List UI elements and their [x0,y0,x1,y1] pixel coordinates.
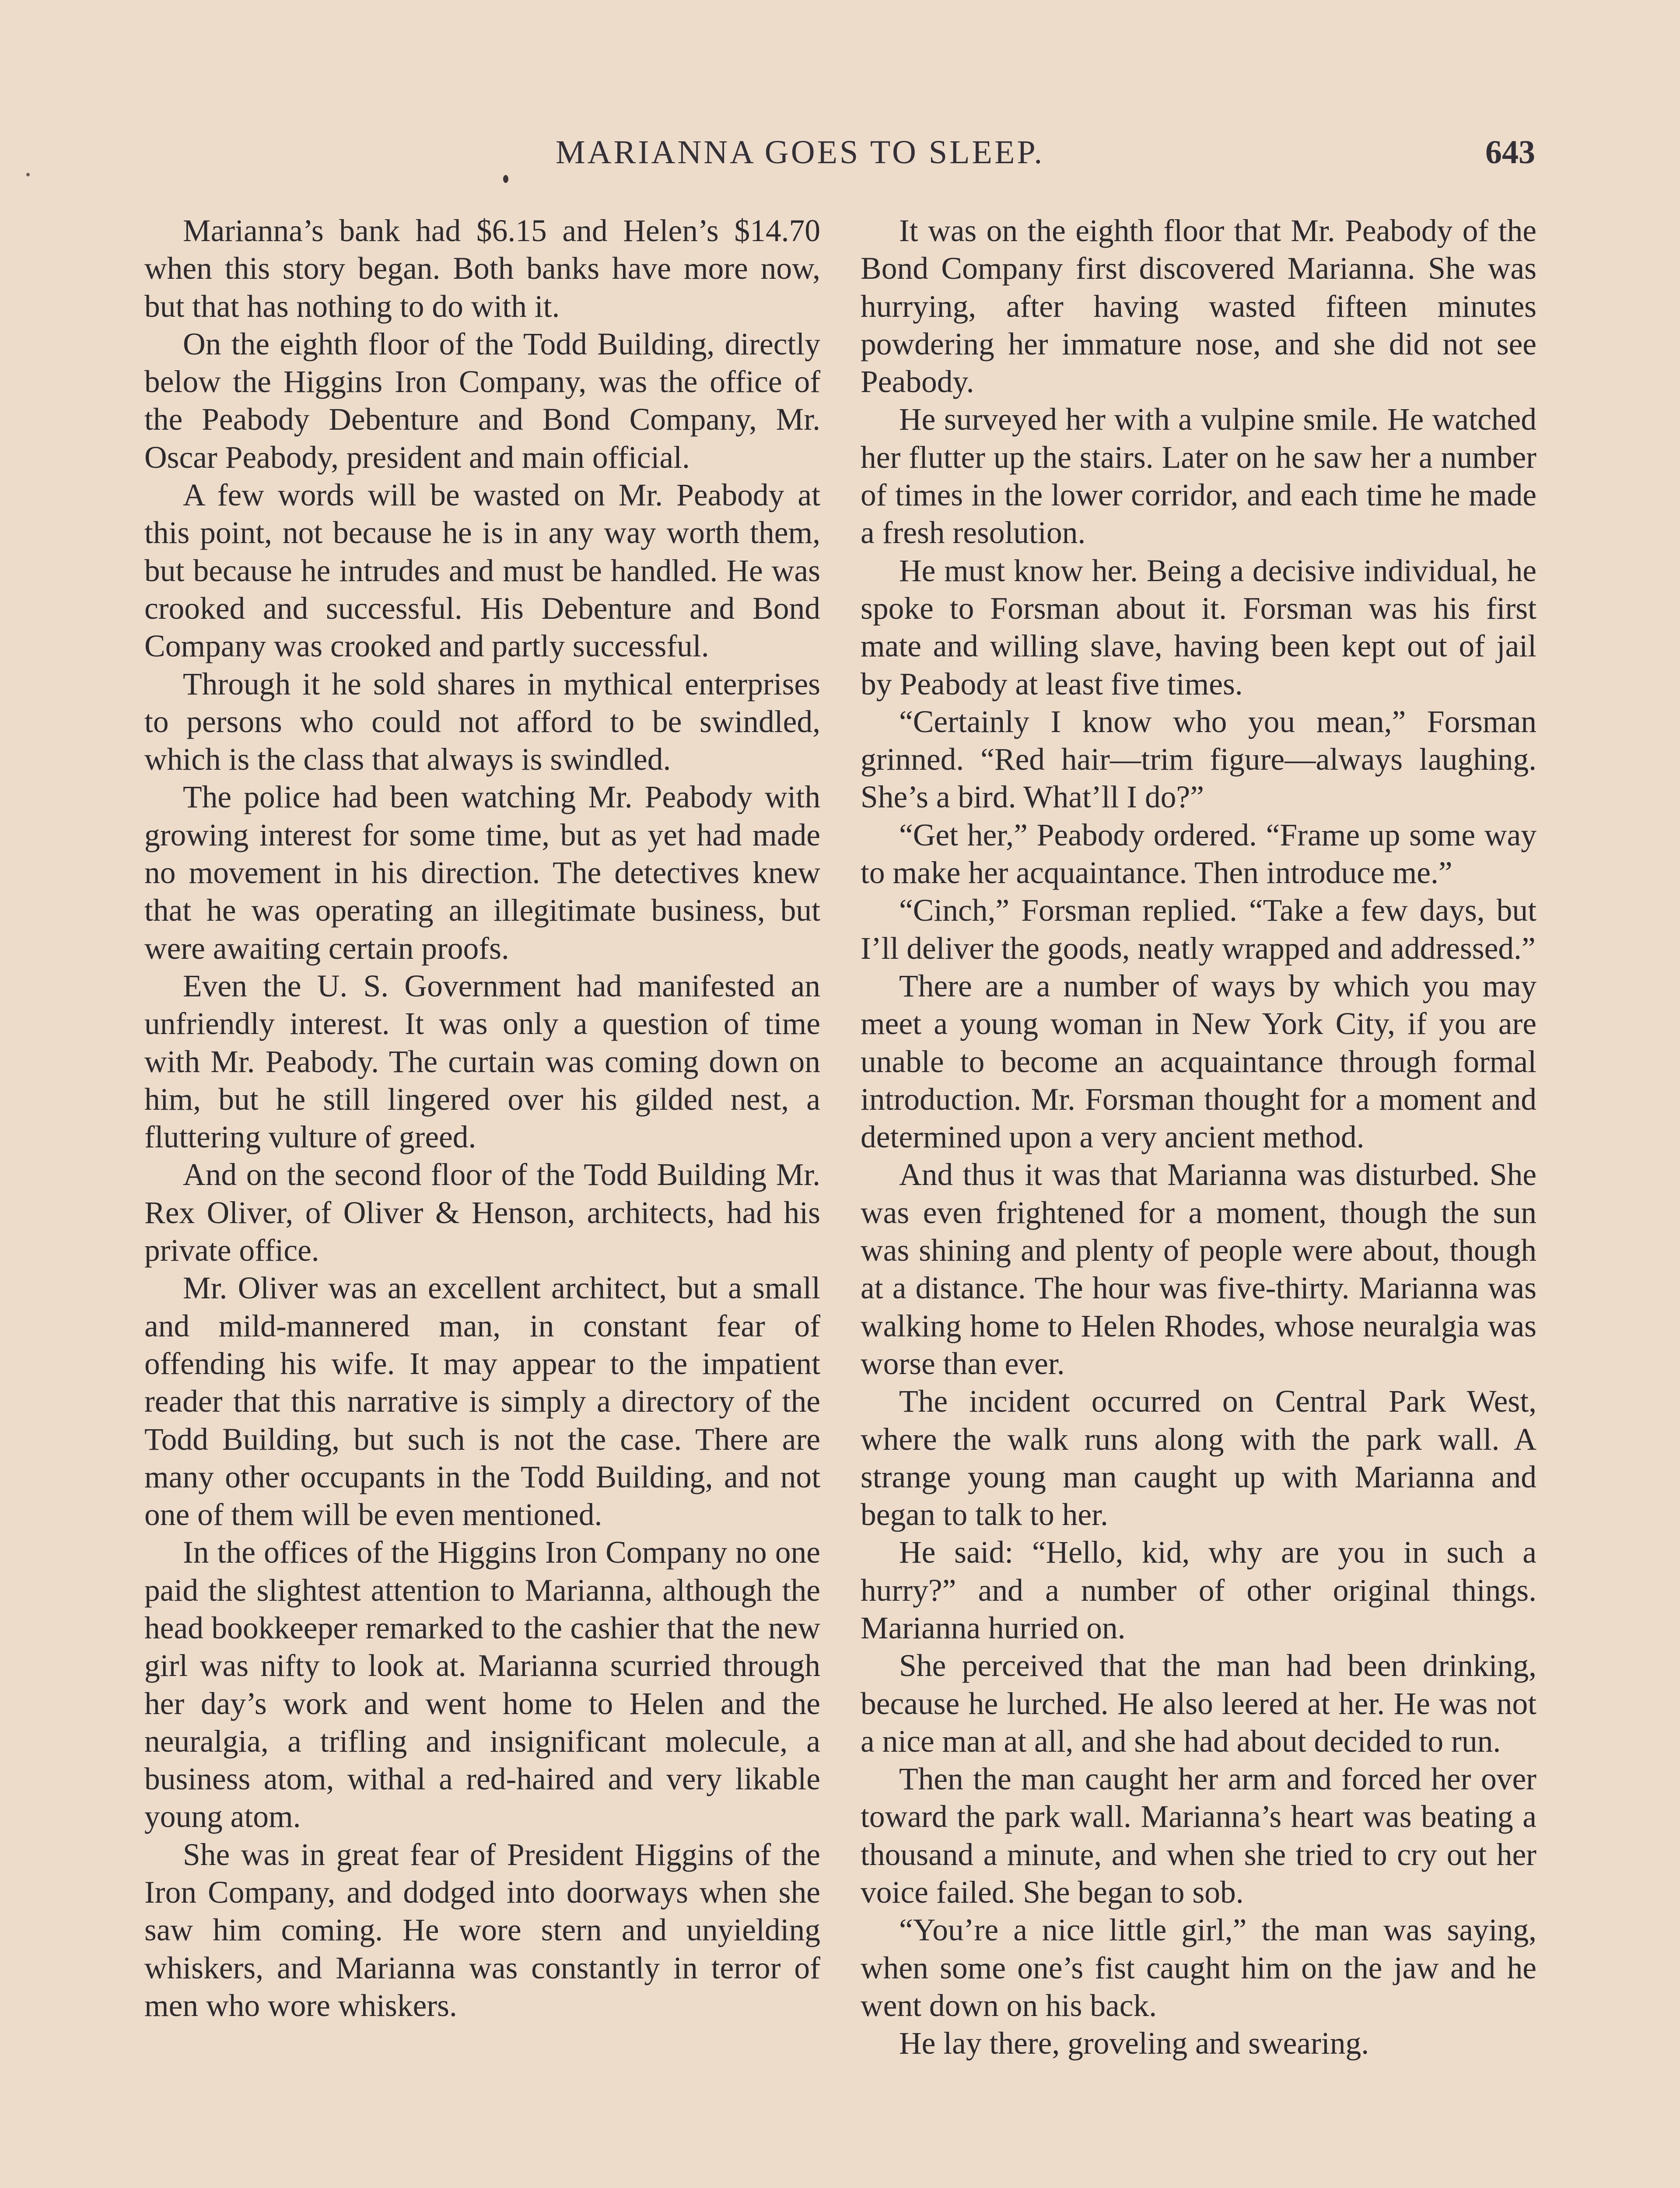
paragraph: It was on the eighth floor that Mr. Peabody of the Bond Company first discovered Marianna. She was hurrying, after having wasted fifteen minutes powdering her immature nose, and she did not see Peabody. [861,214,1536,400]
paragraph: “Get her,” Peabody ordered. “Frame up some way to make her acquaintance. Then introduce me.” [861,817,1536,891]
paragraph: He said: “Hello, kid, why are you in such a hurry?” and a number of other original things. Marianna hurried on. [861,1535,1536,1645]
paragraph: “Certainly I know who you mean,” Forsman grinned. “Red hair—trim figure—always laughing. She’s a bird. What’ll I do?” [861,704,1536,815]
paragraph: “You’re a nice little girl,” the man was saying, when some one’s fist caught him on the jaw and he went down on his back. [861,1913,1536,2023]
paragraph: The incident occurred on Central Park West, where the walk runs along with the park wall. A strange young man caught up with Marianna and began to talk to her. [861,1384,1536,1532]
paragraph: She perceived that the man had been drinking, because he lurched. He also leered at her. He was not a nice man at all, and she had about decided to run. [861,1648,1536,1759]
ink-speck [503,175,508,183]
paragraph: And on the second floor of the Todd Building Mr. Rex Oliver, of Oliver & Henson, architects, had his private office. [144,1157,820,1268]
paragraph: Even the U. S. Government had manifested an unfriendly interest. It was only a question of time with Mr. Peabody. The curtain was coming down on him, but he still lingered over his gilded nest, a fluttering vulture of greed. [144,968,820,1155]
paragraph: He lay there, groveling and swearing. [899,2026,1369,2061]
paragraph: In the offices of the Higgins Iron Company no one paid the slightest attention to Marianna, although the head bookkeeper remarked to the cashier that the new girl was nifty to look at. Marianna scurried through her day’s work and went home to Helen and the neuralgia, a trifling and insignificant molecule, a business atom, withal a red-haired and very likable young atom. [144,1535,820,1834]
paragraph: Marianna’s bank had $6.15 and Helen’s $14.70 when this story began. Both banks have more now, but that has nothing to do with it. [144,214,820,324]
page-number: 643 [1485,134,1535,171]
page-header [0,133,1680,182]
paragraph: And thus it was that Marianna was disturbed. She was even frightened for a moment, though the sun was shining and plenty of people were about, though at a distance. The hour was five-thirty. Marianna was walking home to Helen Rhodes, whose neuralgia was worse than ever. [861,1157,1536,1381]
paragraph: There are a number of ways by which you may meet a young woman in New York City, if you are unable to become an acquaintance through formal introduction. Mr. Forsman thought for a moment and determined upon a very ancient method. [861,968,1536,1155]
ink-speck [26,173,30,176]
paragraph: Mr. Oliver was an excellent architect, but a small and mild-mannered man, in constant fear of offending his wife. It may appear to the impatient reader that this narrative is simply a directory of the Todd Building, but such is not the case. There are many other occupants in the Todd Building, and not one of them will be even mentioned. [144,1271,820,1532]
paragraph: Through it he sold shares in mythical enterprises to persons who could not afford to be swindled, which is the class that always is swindled. [144,666,820,777]
paragraph: He must know her. Being a decisive individual, he spoke to Forsman about it. Forsman was his first mate and willing slave, having been kept out of jail by Peabody at least five times. [861,553,1536,701]
paragraph: A few words will be wasted on Mr. Peabody at this point, not because he is in any way worth them, but because he intrudes and must be handled. He was crooked and successful. His Debenture and Bond Company was crooked and partly successful. [144,478,820,664]
left-column [144,212,820,2025]
paragraph: On the eighth floor of the Todd Building, directly below the Higgins Iron Company, was the office of the Peabody Debenture and Bond Company, Mr. Oscar Peabody, president and main official. [144,326,820,475]
paragraph: He surveyed her with a vulpine smile. He watched her flutter up the stairs. Later on he saw her a number of times in the lower corridor, and each time he made a fresh resolution. [861,402,1536,551]
right-column [861,212,1536,2063]
paragraph: “Cinch,” Forsman replied. “Take a few days, but I’ll deliver the goods, neatly wrapped and addressed.” [861,893,1536,966]
paragraph: Then the man caught her arm and forced her over toward the park wall. Marianna’s heart was beating a thousand a minute, and when she tried to cry out her voice failed. She began to sob. [861,1762,1536,1910]
paragraph: She was in great fear of President Higgins of the Iron Company, and dodged into doorways when she saw him coming. He wore stern and unyielding whiskers, and Marianna was constantly in terror of men who wore whiskers. [144,1837,820,2023]
paragraph: The police had been watching Mr. Peabody with growing interest for some time, but as yet had made no movement in his direction. The detectives knew that he was operating an illegitimate business, but were awaiting certain proofs. [144,780,820,966]
running-title: MARIANNA GOES TO SLEEP. [556,134,1045,171]
